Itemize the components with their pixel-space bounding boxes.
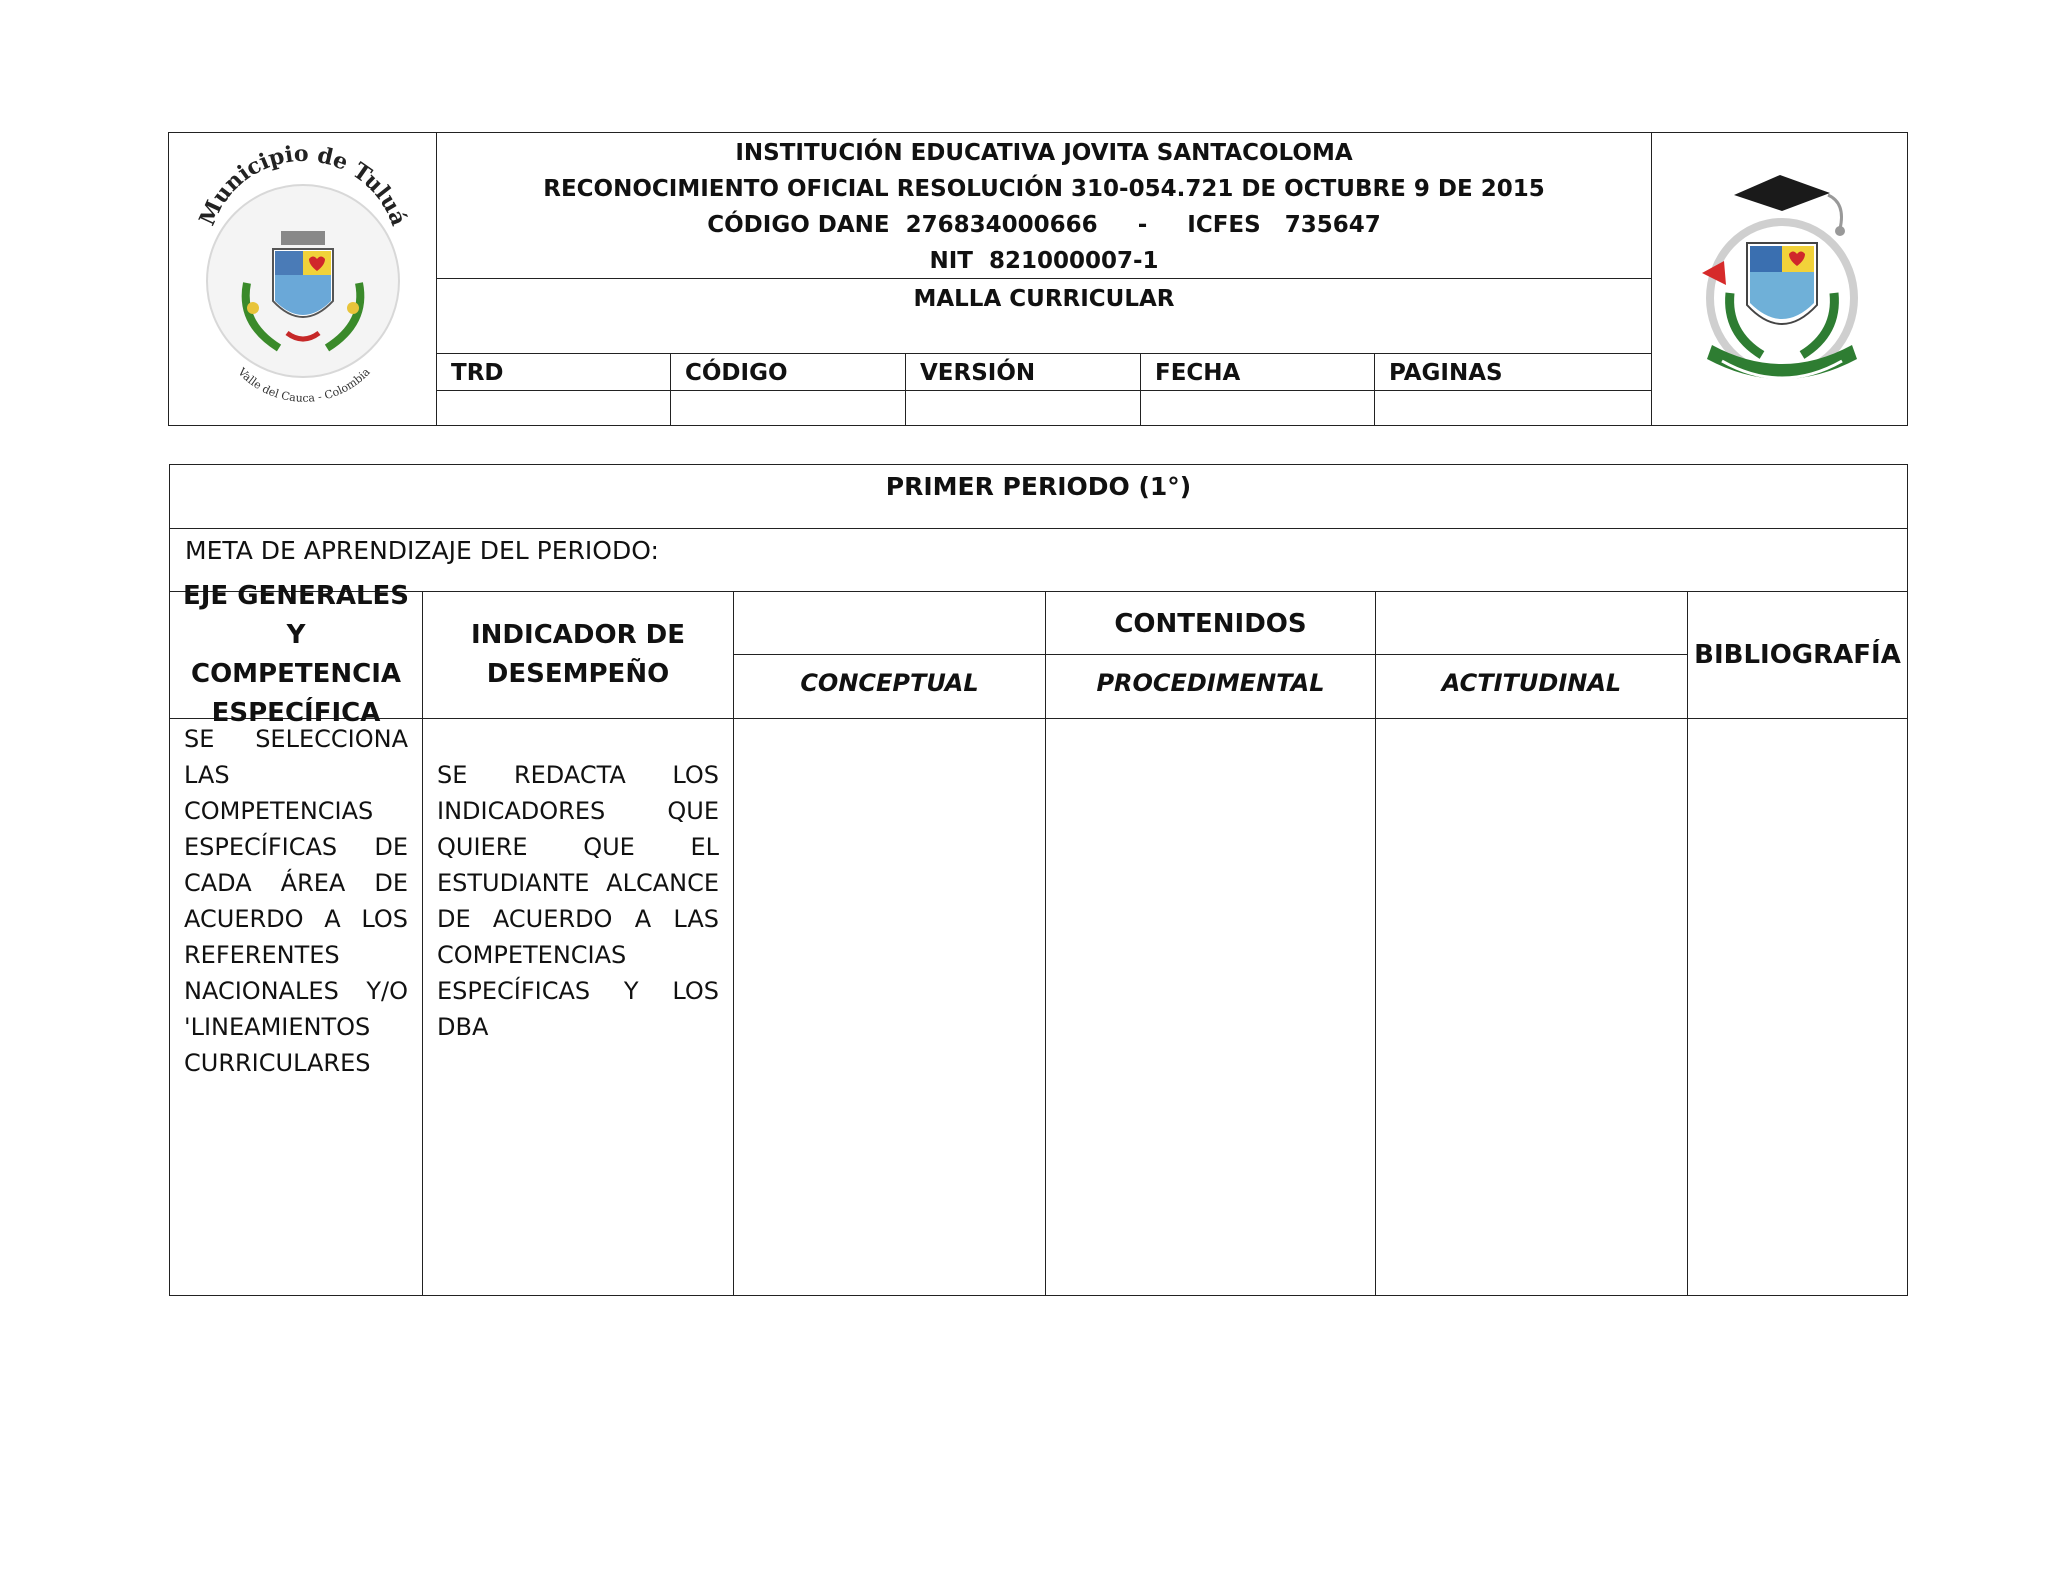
meta-value [1375, 391, 1651, 425]
meta-paginas [1375, 354, 1651, 425]
cell-eje-text: SE SELECCIONA LAS COMPETENCIAS ESPECÍFICAS DE CADA ÁREA DE ACUERDO A LOS REFERENTES NACIONALES Y/O 'LINEAMIENTOS CURRICULARES [184, 725, 408, 1077]
institution-info [437, 133, 1651, 279]
municipio-tulua-seal-icon [169, 133, 437, 427]
period-title: PRIMER PERIODO (1°) [170, 465, 1907, 529]
column-header-eje: EJE GENERALES Y COMPETENCIA ESPECÍFICA [182, 581, 410, 728]
meta-label: PAGINAS [1375, 354, 1651, 391]
column-header-conceptual: CONCEPTUAL [800, 669, 979, 697]
contenidos-header: CONTENIDOS [734, 592, 1688, 655]
right-logo-cell [1651, 133, 1907, 425]
meta-value [437, 391, 670, 425]
column-procedimental [1046, 592, 1376, 1295]
meta-trd [437, 354, 671, 425]
header-center [437, 133, 1651, 425]
column-header-procedimental: PROCEDIMENTAL [1096, 669, 1325, 697]
column-header-indicador: INDICADOR DE DESEMPEÑO [471, 620, 685, 689]
column-conceptual [734, 592, 1046, 1295]
column-indicador [423, 592, 734, 1295]
institution-crest-icon [1652, 133, 1908, 427]
column-eje [170, 581, 423, 1295]
meta-codigo [671, 354, 906, 425]
learning-goal-label: META DE APRENDIZAJE DEL PERIODO: [170, 529, 1907, 592]
meta-value [1141, 391, 1374, 425]
seal-bottom-text: Valle del Cauca - Colombia [235, 365, 373, 405]
column-header-actitudinal: ACTITUDINAL [1441, 669, 1622, 697]
meta-label: VERSIÓN [906, 354, 1140, 391]
nit-number: NIT 821000007-1 [929, 248, 1159, 274]
column-header-bibliografia: BIBLIOGRAFÍA [1694, 639, 1901, 670]
curriculum-table [169, 464, 1908, 1296]
column-bibliografia [1688, 592, 1907, 1295]
document-header [168, 132, 1908, 426]
meta-fecha [1141, 354, 1375, 425]
cell-indicador-text: SE REDACTA LOS INDICADORES QUE QUIERE QUE EL ESTUDIANTE ALCANCE DE ACUERDO A LAS COMPETENCIAS ESPECÍFICAS Y LOS DBA [437, 761, 719, 1041]
dane-icfes-codes: CÓDIGO DANE 276834000666 - ICFES 735647 [707, 212, 1381, 238]
document-meta-row [437, 354, 1651, 425]
official-recognition: RECONOCIMIENTO OFICIAL RESOLUCIÓN 310-054.721 DE OCTUBRE 9 DE 2015 [543, 176, 1545, 202]
institution-name: INSTITUCIÓN EDUCATIVA JOVITA SANTACOLOMA [735, 140, 1353, 166]
meta-label: FECHA [1141, 354, 1374, 391]
meta-version [906, 354, 1141, 425]
left-logo-cell [169, 133, 437, 425]
seal-top-text: Municipio de Tuluá [194, 140, 412, 230]
meta-value [906, 391, 1140, 425]
meta-label: CÓDIGO [671, 354, 905, 391]
meta-value [671, 391, 905, 425]
column-actitudinal [1376, 592, 1688, 1295]
document-title: MALLA CURRICULAR [437, 279, 1651, 354]
meta-label: TRD [437, 354, 670, 391]
